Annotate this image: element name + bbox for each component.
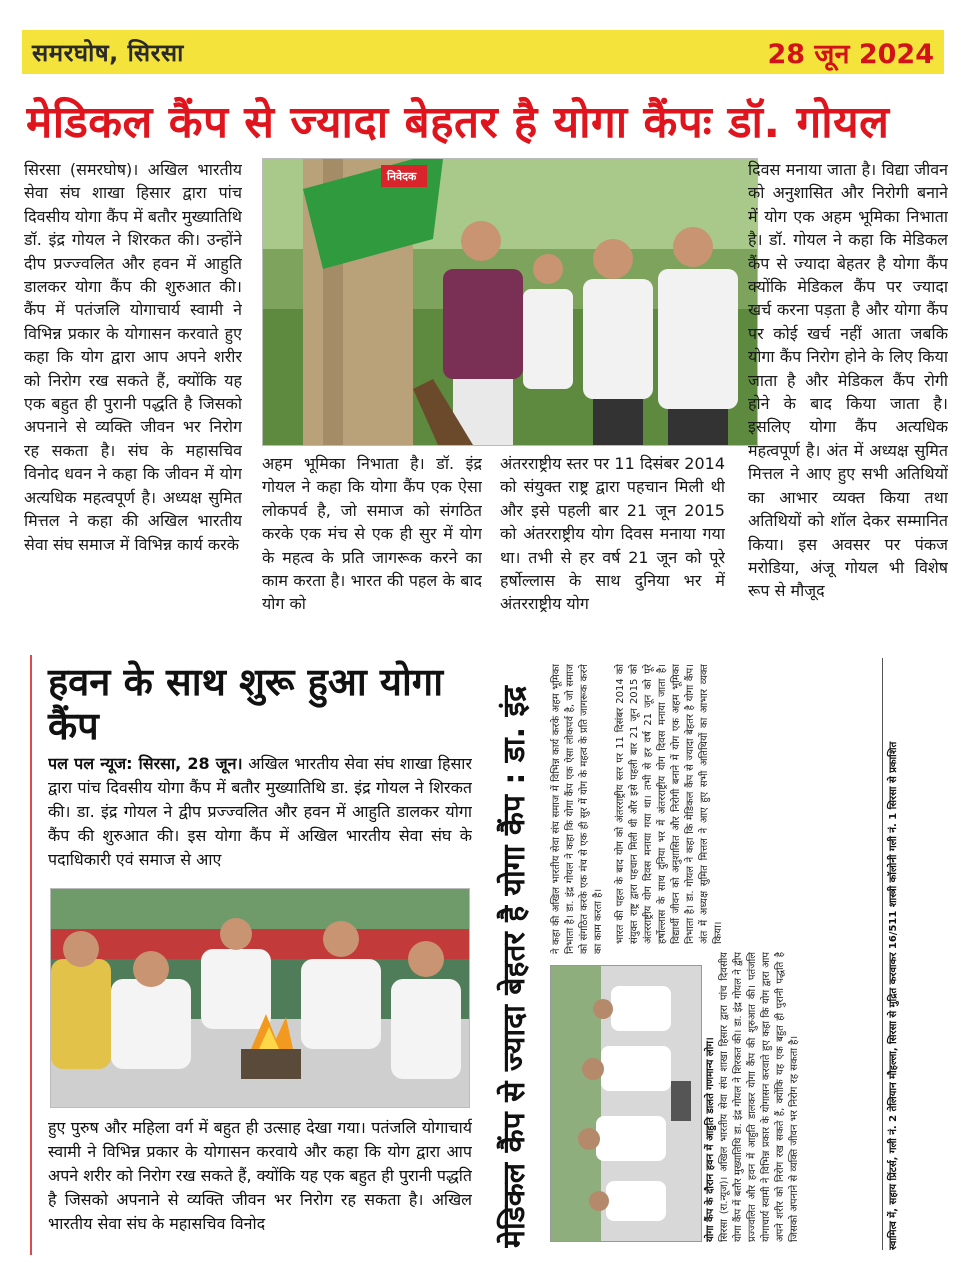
havan-photo: [50, 888, 470, 1108]
havan-photo-graphic: [51, 889, 469, 1107]
masthead-strip: [22, 30, 944, 74]
article1-column-1: सिरसा (समरघोष)। अखिल भारतीय सेवा संघ शाखा हिसार द्वारा पांच दिवसीय योगा कैंप में बतौर मुख्यातिथि डॉ. इंद्र गोयल ने शिरकत की। उन्होंने दीप प्रज्ज्वलित और हवन में आहुति डालकर योगा कैंप की शुरुआत की। कैंप में पतंजलि योगाचार्य स्वामी ने विभिन्न प्रकार के योगासन करवाते हुए कहा कि योग द्वारा आप अपने शरीर को निरोग रख सकते हैं, क्योंकि यह एक बहुत ही पुरानी पद्धति है जिसको अपनाने से व्यक्ति जीवन भर निरोग रह सकता है। संघ के महासचिव विनोद धवन ने कहा कि जीवन में योग अत्यधिक महत्वपूर्ण है। अध्यक्ष सुमित मित्तल ने कहा की अखिल भारतीय सेवा संघ समाज में विभिन्न कार्य करके: [24, 160, 242, 554]
article1-column-3: अंतरराष्ट्रीय स्तर पर 11 दिसंबर 2014 को संयुक्त राष्ट्र द्वारा पहचान मिली थी और इसे पहली बार 21 जून 2015 को अंतरराष्ट्रीय योग दिवस मनाया गया था। तभी से हर वर्ष 21 जून को पूरे हर्षोल्लास के साथ दुनिया भर में अंतरराष्ट्रीय योग: [500, 454, 725, 614]
article2-title: हवन के साथ शुरू हुआ योगा कैंप: [48, 660, 444, 748]
yoga-camp-photo-graphic: [263, 159, 757, 445]
yoga-camp-photo: [262, 158, 758, 446]
article1-column-2: अहम भूमिका निभाता है। डॉ. इंद्र गोयल ने कहा कि योगा कैंप एक ऐसा लोकपर्व है, जो समाज को संगठित करके एक मंच से एक ही सुर में योग के महत्व के प्रति जागरूक करने का काम करता है। भारत की पहल के बाद योग को: [262, 454, 482, 614]
rotated-clipping: [492, 654, 912, 1254]
clipping-photo-graphic: [551, 966, 701, 1241]
rotated-clipping-content: [492, 654, 912, 1254]
article2-text-bottom: हुए पुरुष और महिला वर्ग में बहुत ही उत्साह देखा गया। पतंजलि योगाचार्य स्वामी ने विभिन्न प्रकार के योगासन करवाये और कहा कि योग द्वारा आप अपने शरीर को निरोग रख सकते हैं, क्योंकि यह एक बहुत ही पुरानी पद्धति है जिसको अपनाने से व्यक्ति जीवन भर निरोग रह सकता है। अखिल भारतीय सेवा संघ के महासचिव विनोद: [48, 1118, 472, 1233]
clipping-photo: [550, 965, 702, 1242]
article2-text-top: [48, 752, 472, 880]
issue-date: 28 जून 2024: [767, 39, 934, 70]
banner-text: निवेदक: [387, 170, 417, 183]
article1-column-4: दिवस मनाया जाता है। विद्या जीवन को अनुशासित और निरोगी बनाने में योग एक अहम भूमिका निभाता है। डॉ. गोयल ने कहा कि मेडिकल कैंप से ज्यादा बेहतर है योगा कैंप क्योंकि मेडिकल कैंप पर ज्यादा खर्च करना पड़ता है और योगा कैंप पर कोई खर्च नहीं आता जबकि योगा कैंप निरोग होने के लिए किया जाता है और मेडिकल कैंप रोगी होने के बाद किया जाता है। इसलिए योगा कैंप अत्यधिक महत्वपूर्ण है। अंत में अध्यक्ष सुमित मित्तल ने आए हुए सभी अतिथियों का आभार व्यक्त किया तथा अतिथियों को शॉल देकर सम्मानित किया। इस अवसर पर पंकज मरोडिया, अंजू गोयल भी विशेष रूप से मौजूद: [748, 160, 948, 601]
clipping-column-3: भारत की पहल के बाद योग को अंतरराष्ट्रीय स्तर पर 11 दिसंबर 2014 को संयुक्त राष्ट्र द्वारा पहचान मिली थी और इसे पहली बार 21 जून 2015 को अंतरराष्ट्रीय योग दिवस मनाया गया था। तभी से हर वर्ष 21 जून को पूरे हर्षोल्लास के साथ दुनिया भर में अंतरराष्ट्रीय योग दिवस मनाया जाता है। विद्यार्थी जीवन को अनुशासित और निरोगी बनाने में योग एक अहम भूमिका निभाता है। डा. गोयल ने कहा कि मेडिकल कैंप से ज्यादा बेहतर है योगा कैंप। अंत में अध्यक्ष सुमित मित्तल ने आए हुए सभी अतिथियों का आभार व्यक्त किया।: [615, 664, 724, 944]
clipping-column-1: ने कहा की अखिल भारतीय सेवा संघ समाज में विभिन्न कार्य करके अहम भूमिका निभाता है। डा. इंद्र गोयल ने कहा कि योगा कैंप एक ऐसा लोकपर्व है, जो समाज को संगठित करके एक मंच से एक ही सुर में योग के महत्व के प्रति जागरूक करने का काम करता है।: [551, 664, 604, 954]
article2-lead: पल पल न्यूज: सिरसा, 28 जून।: [48, 754, 243, 773]
publication-name: समरघोष, सिरसा: [32, 39, 184, 67]
article2-body-1: अखिल भारतीय सेवा संघ शाखा हिसार द्वारा पांच दिवसीय योगा कैंप में बतौर मुख्यातिथि डा. इंद्र गोयल ने शिरकत की। डा. इंद्र गोयल ने द्वीप प्रज्ज्वलित और हवन में आहुति डालकर योगा कैंप की शुरुआत की। इस योगा कैंप में अखिल भारतीय सेवा संघ के पदाधिकारी एवं समाज से आए: [48, 754, 472, 869]
clipping-column-2: सिरसा (रा.न्यूज)। अखिल भारतीय सेवा संघ शाखा हिसार द्वारा पांच दिवसीय योगा कैंप में बतौर मुख्यातिथि डा. इंद्र गोयल ने शिरकत की। डा. इंद्र गोयल ने द्वीप प्रज्ज्वलित और हवन में आहुति डालकर योगा कैंप की शुरुआत की। पतंजलि योगाचार्य स्वामी ने विभिन्न प्रकार के योगासन करवाते हुए कहा कि योग द्वारा आप अपने शरीर को निरोग रख सकते हैं, क्योंकि यह एक बहुत ही पुरानी पद्धति है जिसको अपनाने से व्यक्ति जीवन भर निरोग रह सकता है।: [719, 952, 800, 1242]
clipping-headline: मेडिकल कैंप से ज्यादा बेहतर है योगा कैंप : डा. इंद्र: [497, 685, 532, 1248]
clipping-footer: स्वामित्व में, सहाय प्रिंटर्स, गली नं. 2 तेलियान मौहल्ला, सिरसा से मुद्रित करवाकर 16/511 शास्त्री कॉलोनी गली नं. 1 सिरसा से प्रकाशित: [882, 658, 899, 1250]
clipping-photo-caption: योगा कैंप के दौरान हवन में आहुति डालते गणमान्य लोग।: [705, 1037, 716, 1242]
main-headline: मेडिकल कैंप से ज्यादा बेहतर है योगा कैंपः डॉ. गोयल: [26, 97, 890, 148]
